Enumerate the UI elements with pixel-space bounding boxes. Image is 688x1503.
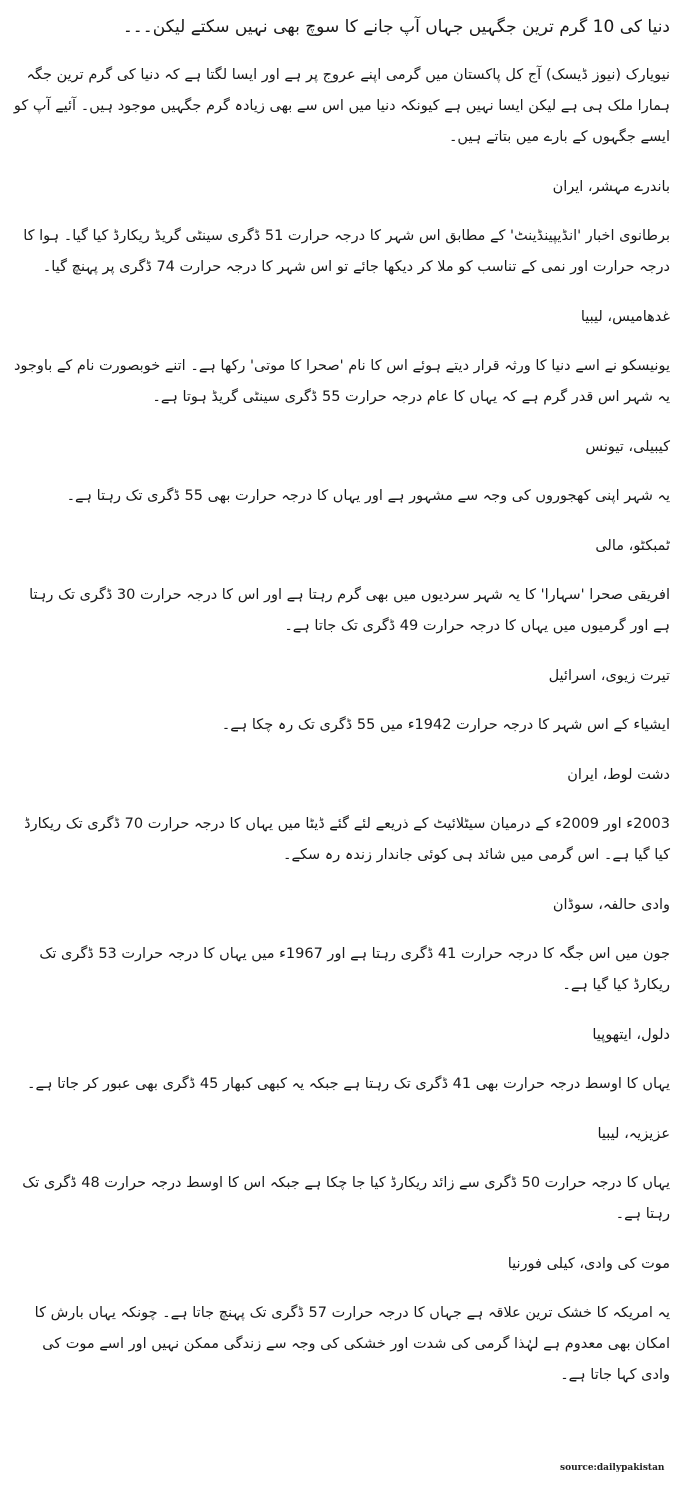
article-headline: دنیا کی 10 گرم ترین جگہیں جہاں آپ جانے کا سوچ بھی نہیں سکتے لیکن۔۔۔ <box>122 17 670 37</box>
section-heading-death-valley: موت کی وادی، کیلی فورنیا <box>507 1256 670 1272</box>
section-text-kebili: یہ شہر اپنی کھجوروں کی وجہ سے مشہور ہے اور یہاں کا درجہ حرارت بھی 55 ڈگری تک رہتا ہے۔ <box>66 488 670 504</box>
section-heading-dallol: دلول، ایتھوپیا <box>592 1027 670 1043</box>
section-heading-dasht-e-lut: دشت لوط، ایران <box>567 767 670 783</box>
section-text-tirat-zvi: ایشیاء کے اس شہر کا درجہ حرارت 1942ء میں 55 ڈگری تک رہ چکا ہے۔ <box>221 717 670 733</box>
section-heading-wadi-halfa: وادی حالفہ، سوڈان <box>552 897 670 913</box>
section-heading-ghadames: غدھامیس، لیبیا <box>580 309 670 325</box>
section-heading-timbuktu: ٹمبکٹو، مالی <box>595 538 670 554</box>
section-text-ghadames: یونیسکو نے اسے دنیا کا ورثہ قرار دیتے ہوئے اس کا نام 'صحرا کا موتی' رکھا ہے۔ اتنے خوبصورت نام کے باوجود یہ شہر اس قدر گرم ہے کہ یہاں کا عام درجہ حرارت 55 ڈگری سینٹی گریڈ ہوتا ہے۔ <box>13 358 670 405</box>
section-heading-aziziya: عزیزیہ، لیبیا <box>597 1126 670 1142</box>
section-heading-kebili: کیبیلی، تیونس <box>585 439 670 455</box>
intro-paragraph: نیویارک (نیوز ڈیسک) آج کل پاکستان میں گرمی اپنے عروج پر ہے اور ایسا لگتا ہے کہ دنیا کی گرم ترین جگہ ہمارا ملک ہی ہے لیکن ایسا نہیں ہے کیونکہ دنیا میں اس سے بھی زیادہ گرم جگہیں موجود ہیں۔ آئیے آپ کو ایسے جگہوں کے بارے میں بتاتے ہیں۔ <box>13 67 670 145</box>
section-text-dallol: یہاں کا اوسط درجہ حرارت بھی 41 ڈگری تک رہتا ہے جبکہ یہ کبھی کبھار 45 ڈگری بھی عبور کر جاتا ہے۔ <box>26 1076 670 1092</box>
section-text-bandar-mahshahr: برطانوی اخبار 'انڈیپینڈینٹ' کے مطابق اس شہر کا درجہ حرارت 51 ڈگری سینٹی گریڈ ریکارڈ کیا گیا۔ ہوا کا درجہ حرارت اور نمی کے تناسب کو ملا کر دیکھا جائے تو اس شہر کا درجہ حرارت 74 ڈگری پر پہنچ گیا۔ <box>23 228 670 275</box>
section-text-aziziya: یہاں کا درجہ حرارت 50 ڈگری سے زائد ریکارڈ کیا جا چکا ہے جبکہ اس کا اوسط درجہ حرارت 48 ڈگری تک رہتا ہے۔ <box>22 1175 670 1222</box>
section-text-timbuktu: افریقی صحرا 'سہارا' کا یہ شہر سردیوں میں بھی گرم رہتا ہے اور اس کا درجہ حرارت 30 ڈگری تک رہتا ہے اور گرمیوں میں یہاں کا درجہ حرارت 49 ڈگری تک جاتا ہے۔ <box>29 587 670 634</box>
section-text-death-valley: یہ امریکہ کا خشک ترین علاقہ ہے جہاں کا درجہ حرارت 57 ڈگری تک پہنچ جاتا ہے۔ چونکہ یہاں بارش کا امکان بھی معدوم ہے لہٰذا گرمی کی شدت اور خشکی کی وجہ سے زندگی ممکن نہیں اور اسے موت کی وادی کہا جاتا ہے۔ <box>34 1305 670 1383</box>
source-credit: source:dailypakistan <box>560 1463 665 1473</box>
section-heading-tirat-zvi: تیرت زیوی، اسرائیل <box>548 668 670 684</box>
section-heading-bandar-mahshahr: باندرے مہشر، ایران <box>552 179 670 195</box>
section-text-dasht-e-lut: 2003ء اور 2009ء کے درمیان سیٹلائیٹ کے ذریعے لئے گئے ڈیٹا میں یہاں کا درجہ حرارت 70 ڈگری تک ریکارڈ کیا گیا ہے۔ اس گرمی میں شائد ہی کوئی جاندار زندہ رہ سکے۔ <box>24 816 670 863</box>
section-text-wadi-halfa: جون میں اس جگہ کا درجہ حرارت 41 ڈگری رہتا ہے اور 1967ء میں یہاں کا درجہ حرارت 53 ڈگری تک ریکارڈ کیا گیا ہے۔ <box>39 946 670 993</box>
